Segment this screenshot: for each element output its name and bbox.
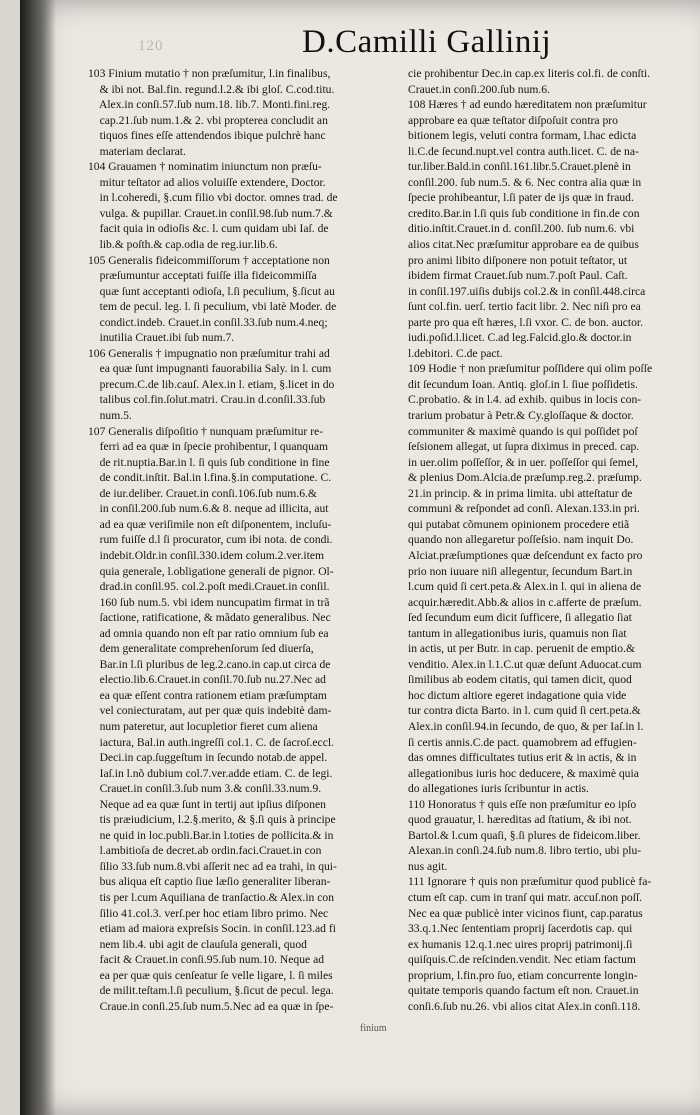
text-line: nus agit. [408,859,448,873]
text-line: ibidem firmat Crauet.ſub num.7.poſt Paul. Caſt. [408,269,628,283]
text-line: l.ambitioſa de decret.ab ordin.faci.Crauet.in con [88,844,322,858]
text-line: de rit.nuptia.Bar.in l. ſi quis ſub conditione in fine [88,455,330,469]
text-line: acquir.hæredit.Abb.& alios in c.afferte de præſum. [408,595,642,609]
text-line: prio non iuuare niſi allegentur, ſecundum Bart.in [408,564,633,578]
text-line: 104 Grauamen † nominatim iniunctum non præſu- [88,160,322,174]
text-line: proprium, l.fin.pro ſuo, etiam concurrente longin- [408,968,638,982]
text-line: alios citat.Nec præſumitur approbare ea de quibus [408,238,639,252]
text-line: in actis, ut per Butr. in cap. peruenit de emptio.& [408,642,635,656]
text-line: de condit.inſtit. Bal.in l.fina.§.in computatione. C. [88,471,332,485]
text-line: communi & reſpondet ad conſi. Alexan.133.in pri. [408,502,640,516]
text-line: allegationibus iuris hoc deducere, & maximè quia [408,766,639,780]
text-line: ſimilibus ab eodem citatis, qui tamen dicit, quod [408,673,632,687]
text-line: Neque ad ea quæ ſunt in tertij aut ipſius diſponen [88,797,326,811]
text-line: ditio.inſtit.Crauet.in d. conſil.200. ſub num.6. vbi [408,222,635,236]
text-line: precum.C.de lib.cauſ. Alex.in l. etiam, §.licet in do [88,377,335,391]
text-line: Bartol.& l.cum quaſi, §.ſi plures de fideicom.liber. [408,828,641,842]
text-line: 108 Hæres † ad eundo hæreditatem non præſumitur [408,98,647,112]
text-line: bitionem legis, veluti contra formam, l.hac edicta [408,129,637,143]
text-line: Alexan.in conſi.24.ſub num.8. libro tertio, ubi plu- [408,844,642,858]
text-line: C.probatio. & in l.4. ad exhib. quibus in locis con- [408,393,642,407]
text-line: ferri ad ea quæ in ſpecie prohibentur, l quanquam [88,440,329,454]
text-line: ctum eſt cap. cum in tranſ qui matr. accuſ.non poſſ. [408,890,643,904]
right-column [408,66,688,1014]
text-line: quitate temporis quando factum eſt non. Crauet.in [408,984,639,998]
text-line: num.5. [88,409,132,423]
text-line: inutilia Crauet.ibi ſub num.7. [88,331,235,345]
text-line: de milit.teſtam.l.ſi peculium, §.ſicut de pecul. lega. [88,984,334,998]
text-line: rum fuiſſe d.l ſi procurator, cum ibi nota. de condi. [88,533,333,547]
text-line: ſeſsionem allegat, ut ſupra diximus in preced. cap. [408,440,640,454]
text-line: ſi certis annis.C.de pact. quamobrem ad effugien- [408,735,637,749]
text-line: talibus col.fin.ſolut.matri. Crau.in d.conſil.33.ſub [88,393,326,407]
text-line: das omnes difficultates tutius erit & in actis, & in [408,751,637,765]
text-line: tem de pecul. leg. l. ſi peculium, vbi latè Moder. de [88,300,337,314]
text-line: ex humanis 12.q.1.nec uires proprij patrimonij.ſi [408,937,633,951]
text-line: communiter & maximè quando is qui poſſidet poſ [408,424,638,438]
text-line: & ibi not. Bal.fin. regund.l.2.& ibi gloſ. C.cod.titu. [88,82,335,96]
text-line: ſactione, ratificatione, & mãdato generalibus. Nec [88,611,331,625]
text-line: electio.lib.6.Crauet.in conſil.70.ſub nu.27.Nec ad [88,673,326,687]
catchword: finium [360,1023,387,1034]
text-line: 109 Hodie † non præſumitur poſſidere qui olim poſſe [408,362,653,376]
text-line: & plenius Dom.Alcia.de præſump.reg.2. præſump. [408,471,642,485]
text-line: ſilio 41.col.3. verſ.per hoc etiam libro primo. Nec [88,906,329,920]
text-line: qui putabat cõmunem opinionem procedere etiã [408,517,630,531]
text-line: ſed ſecundum eum dicit ſufficere, ſi allegatio ſiat [408,611,632,625]
text-line: cap.21.ſub num.1.& 2. vbi propterea concludit an [88,113,328,127]
text-line: num pateretur, aut locupletior fieret cum aliena [88,719,318,733]
text-line: quod grauatur, l. hæreditas ad ſtatium, & ibi not. [408,813,632,827]
text-line: venditio. Alex.in l.1.C.ut quæ deſunt Aduocat.cum [408,657,642,671]
text-line: Nec ea quæ publicè inter vicinos fiunt, cap.paratus [408,906,643,920]
text-line: Bar.in l.ſi pluribus de leg.2.cano.in cap.ut circa de [88,657,331,671]
text-line: tis per l.cum Aquiliana de tranſactio.& Alex.in con [88,890,334,904]
text-line: dit ſecundum Ioan. Antiq. gloſ.in l. ſiue poſſidetis. [408,377,638,391]
text-line: bus aliqua eſt captio ſiue læſio generaliter liberan- [88,875,331,889]
text-line: quando non allegaretur poſſeſsio. nam inquit Do. [408,533,634,547]
text-line: materiam declarat. [88,144,186,158]
text-line: l.cum quid ſi cert.peta.& Alex.in l. qui in aliena de [408,580,642,594]
text-line: ad ea quæ veriſimile non eſt diſponentem, incluſu- [88,517,332,531]
text-line: quiſquis.C.de reſcinden.vendit. Nec etiam factum [408,953,636,967]
text-line: conſil.200. ſub num.5. & 6. Nec contra alia quæ in [408,175,642,189]
text-line: drad.in conſil.95. col.2.poſt medi.Crauet.in conſil. [88,580,330,594]
text-line: approbare ea quæ teſtator diſpoſuit contra pro [408,113,618,127]
text-line: in l.coheredi, §.cum filio vbi doctor. omnes trad. de [88,191,338,205]
text-line: li.C.de ſecund.nupt.vel contra auth.licet. C. de na- [408,144,639,158]
left-column [88,66,410,1014]
text-line: ea quæ eſſent contra rationem etiam præſumptam [88,688,327,702]
text-line: cie prohibentur Dec.in cap.ex literis col.fi. de conſti. [408,67,651,80]
text-line: iudi.poſid.l.licet. C.ad leg.Falcid.glo.& doctor.in [408,331,632,345]
text-line: condict.indeb. Crauet.in conſil.33.ſub num.4.neq; [88,315,328,329]
text-line: 103 Finium mutatio † non præſumitur, l.in finalibus, [88,67,331,80]
text-line: de iur.deliber. Crauet.in conſi.106.ſub num.6.& [88,486,317,500]
text-line: pro animi libito diſponere non potuit teſtator, ut [408,253,628,267]
text-line: parte pro qua eſt hæres, l.ſi vxor. C. de bon. auctor. [408,315,644,329]
text-line: iactura, Bal.in auth.ingreſſi col.1. C. de ſacroſ.eccl. [88,735,334,749]
text-line: Crauet.in conſil.3.ſub num 3.& conſil.33.num.9. [88,782,322,796]
text-line: mitur teſtator ad alios voluiſſe extendere, Doctor. [88,175,326,189]
text-line: in conſil.200.ſub num.6.& 8. neque ad illicita, aut [88,502,329,516]
text-line: tiquos fines eſſe attendendos ibique pulchrè hanc [88,129,326,143]
text-line: 33.q.1.Nec ſententiam proprij ſacerdotis cap. qui [408,922,633,936]
text-line: facit quia in odioſis &c. l. cum quidam ubi Iaſ. de [88,222,329,236]
text-line: tis præiudicium, l.2.§.merito, & §.ſi quis à principe [88,813,336,827]
text-line: Craue.in conſi.25.ſub num.5.Nec ad ea quæ in ſpe- [88,999,334,1013]
text-line: præſumuntur acceptati fuiſſe illa fideicommiſſa [88,269,317,283]
text-line: 106 Generalis † impugnatio non præſumitur trahi ad [88,346,330,360]
text-line: Alciat.præſumptiones quæ deſcendunt ex facto pro [408,548,643,562]
text-line: credito.Bar.in l.ſi quis ſub conditione in fin.de con [408,206,640,220]
text-line: in uer.olim poſſeſſor, & in uer. poſſeſſor qui ſemel, [408,455,639,469]
text-line: quæ ſunt acceptanti odioſa, l.ſi peculium, §.ſicut au [88,284,335,298]
bleed-through-text: 120 [138,38,164,54]
text-line: conſi.6.ſub nu.26. vbi alios citat Alex.in conſi.118. [408,999,641,1013]
text-line: nem lib.4. ubi agit de clauſula generali, quod [88,937,307,951]
text-line: 110 Honoratus † quis eſſe non præſumitur eo ipſo [408,797,637,811]
text-line: tantum in allegationibus iuris, quamuis non ſiat [408,626,627,640]
text-line: tur.liber.Bald.in conſil.161.libr.5.Crauet.plenè in [408,160,631,174]
text-line: ea per quæ quis cenſeatur ſe velle ligare, l. ſi miles [88,968,333,982]
text-line: 107 Generalis diſpoſitio † nunquam præſumitur re- [88,424,324,438]
text-line: in conſil.197.uiſis dubijs col.2.& in conſil.448.circa [408,284,646,298]
text-line: indebit.Oldr.in conſil.330.idem colum.2.ver.item [88,548,325,562]
text-line: 105 Generalis fideicommiſſorum † acceptatione non [88,253,330,267]
text-line: ſpecie prohibeantur, l.ſi pater de ijs quæ in fraud. [408,191,634,205]
text-line: etiam ad maiora expreſsis Socin. in conſil.123.ad fi [88,922,336,936]
text-line: hoc dictum altiore egeret indagatione quia vide [408,688,627,702]
text-line: tur contra dicta Barto. in l. cum quid ſi cert.peta.& [408,704,641,718]
text-line: vulga. & pupillar. Crauet.in conſil.98.ſub num.7.& [88,206,333,220]
text-line: ſunt col.fin. uerſ. tertio facit libr. 2. Nec niſi pro ea [408,300,641,314]
text-line: dem generalitate comprehenſorum ſed diuerſa, [88,642,314,656]
running-header: D.Camilli Gallinij [302,24,552,60]
text-line: Alex.in conſi.57.ſub num.18. lib.7. Monti.fini.reg. [88,98,331,112]
text-line: Crauet.in conſi.200.ſub num.6. [408,82,551,96]
text-line: l.debitori. C.de pact. [408,346,503,360]
text-line: facit & Crauet.in conſi.95.ſub num.10. Neque ad [88,953,325,967]
text-line: lib.& poſth.& cap.odia de reg.iur.lib.6. [88,238,278,252]
text-line: ea quæ ſunt impugnanti fauorabilia Saly. in l. cum [88,362,332,376]
text-line: vel coniecturatam, aut per quæ quis indebitè dam- [88,704,332,718]
text-line: 21.in princip. & in prima limita. ubi atteſtatur de [408,486,633,500]
text-line: Deci.in cap.ſuggeſtum in ſecundo notab.de appel. [88,751,328,765]
text-line: Iaſ.in l.nõ dubium col.7.ver.adde etiam. C. de legi. [88,766,333,780]
text-line: 160 ſub num.5. vbi idem nuncupatim firmat in trã [88,595,330,609]
binding-gutter [20,0,56,1115]
text-line: 111 Ignorare † quis non præſumitur quod publicè fa- [408,875,652,889]
text-line: do allegationes iuris ſcribuntur in actis. [408,782,589,796]
text-line: ne quid in loc.publi.Bar.in l.toties de pollicita.& in [88,828,334,842]
text-line: ad omnia quando non eſt par ratio omnium ſub ea [88,626,329,640]
text-line: ſilio 33.ſub num.8.vbi aſſerit nec ad ea trahi, in qui- [88,859,337,873]
text-line: trarium probatur à Petr.& Cy.gloſſaque & doctor. [408,409,634,423]
text-line: quia generale, l.obligatione generali de pignor. Ol- [88,564,334,578]
text-line: Alex.in conſil.94.in ſecundo, de quo, & per Iaſ.in l. [408,719,644,733]
